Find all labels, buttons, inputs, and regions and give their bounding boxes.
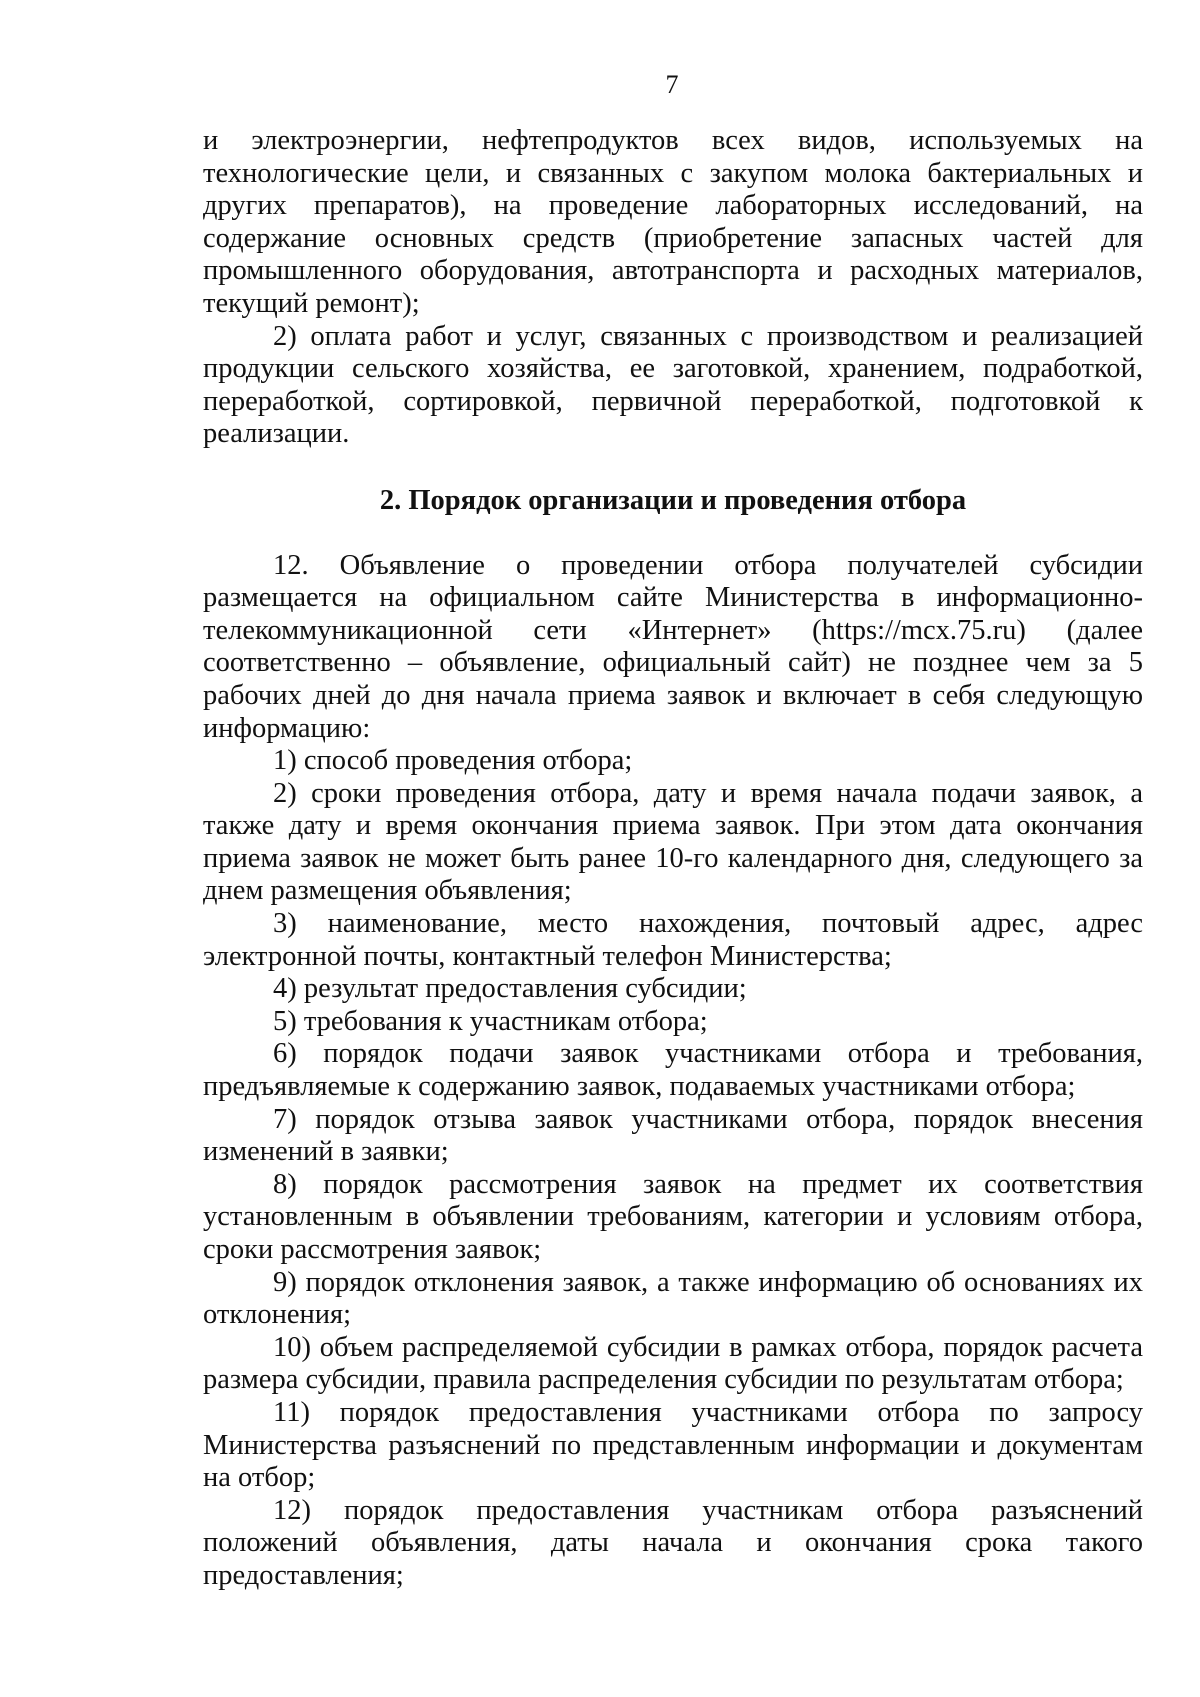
list-item: 1) способ проведения отбора; (273, 745, 633, 777)
list-item: 2) сроки проведения отбора, дату и время начала подачи заявок, а также дату и время окончания приема заявок. При этом дата окончания приема заявок не может быть ранее 10-го календарного дня, следующего за днем размещения объявления; (203, 777, 1143, 907)
paragraph-continuation: и электроэнергии, нефтепродуктов всех видов, используемых на технологические цели, и связанных с закупом молока бактериальных и других препаратов), на проведение лабораторных исследований, на содержание основных средств (приобретение запасных частей для промышленного оборудования, автотранспорта и расходных материалов, текущий ремонт); (203, 125, 1143, 319)
list-item: 12) порядок предоставления участникам отбора разъяснений положений объявления, даты начала и окончания срока такого предоставления; (203, 1494, 1143, 1591)
page-number: 7 (665, 70, 679, 99)
list-item: 8) порядок рассмотрения заявок на предмет их соответствия установленным в объявлении требованиям, категории и условиям отбора, сроки рассмотрения заявок; (203, 1168, 1143, 1265)
list-item: 7) порядок отзыва заявок участниками отбора, порядок внесения изменений в заявки; (203, 1103, 1143, 1168)
list-item: 3) наименование, место нахождения, почтовый адрес, адрес электронной почты, контактный телефон Министерства; (203, 908, 1143, 972)
list-item-2: 2) оплата работ и услуг, связанных с производством и реализацией продукции сельского хозяйства, ее заготовкой, хранением, подработкой, переработкой, сортировкой, первичной переработкой, подготовкой к реализации. (203, 320, 1143, 450)
list-item: 11) порядок предоставления участниками отбора по запросу Министерства разъяснений по представленным информации и документам на отбор; (203, 1396, 1143, 1494)
document-body (203, 125, 1143, 1593)
list-item: 4) результат предоставления субсидии; (273, 973, 747, 1005)
list-item: 10) объем распределяемой субсидии в рамках отбора, порядок расчета размера субсидии, правила распределения субсидии по результатам отбора; (203, 1331, 1143, 1396)
list-item: 5) требования к участникам отбора; (273, 1005, 708, 1037)
list-item: 6) порядок подачи заявок участниками отбора и требования, предъявляемые к содержанию заявок, подаваемых участниками отбора; (203, 1038, 1143, 1103)
section-heading: 2. Порядок организации и проведения отбора (379, 484, 967, 516)
list-item: 9) порядок отклонения заявок, а также информацию об основаниях их отклонения; (203, 1266, 1143, 1331)
clause-12: 12. Объявление о проведении отбора получателей субсидии размещается на официальном сайте Министерства в информационно-телекоммуникационной сети «Интернет» (https://mcx.75.ru) (далее соответственно – объявление, официальный сайт) не позднее чем за 5 рабочих дней до дня начала приема заявок и включает в себя следующую информацию: (203, 549, 1143, 744)
